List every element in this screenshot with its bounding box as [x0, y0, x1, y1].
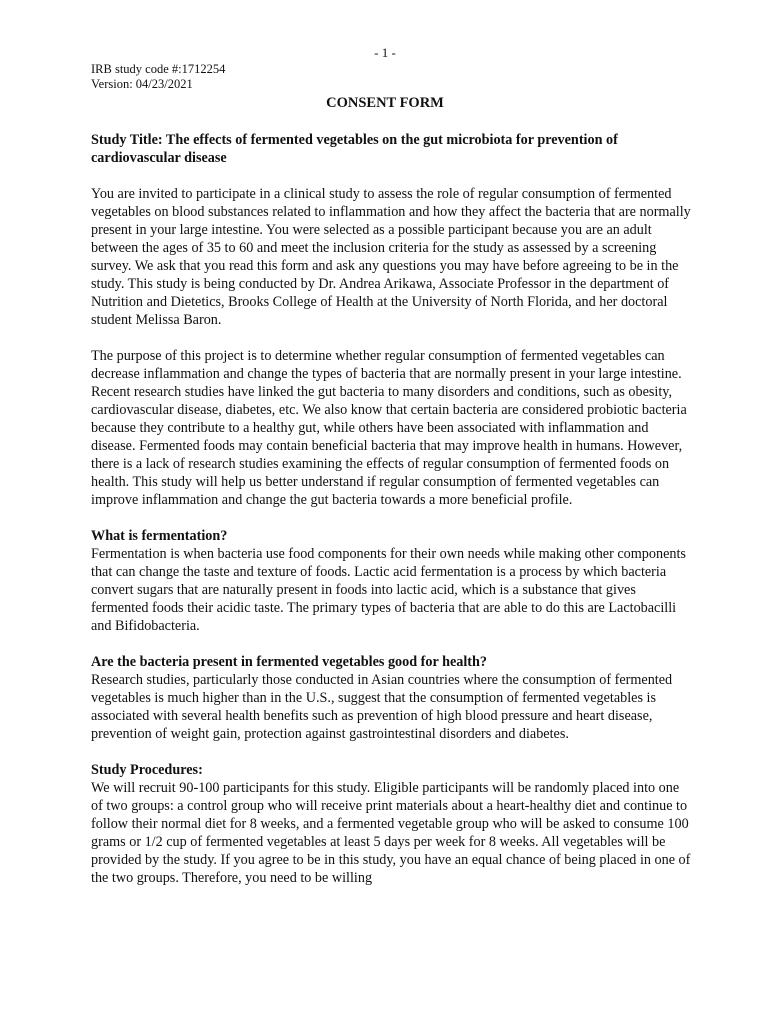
section-text: We will recruit 90-100 participants for this study. Eligible participants will be randomly placed into one of two groups: a control group who will receive print materials about a heart-healthy diet and continue to follow their normal diet for 8 weeks, and a fermented vegetable group who will be asked to consume 100 grams or 1/2 cup of fermented vegetables at least 5 days per week for 8 weeks. All vegetables will be provided by the study. If you agree to be in this study, you have an equal chance of being placed in one of the two groups. Therefore, you need to be willing: [91, 780, 691, 886]
irb-study-code: IRB study code #:1712254: [91, 62, 226, 76]
document-header: [91, 62, 225, 92]
page-number: - 1 -: [374, 45, 396, 60]
study-title: Study Title: The effects of fermented vegetables on the gut microbiota for prevention of cardiovascular disease: [91, 132, 618, 166]
section-text: Fermentation is when bacteria use food components for their own needs while making other components that can change the taste and texture of foods. Lactic acid fermentation is a process by which bacteria convert sugars that are naturally present in foods into lactic acid, which is a substance that gives fermented foods their acidic taste. The primary types of bacteria that are able to do this are Lactobacilli and Bifidobacteria.: [91, 546, 686, 634]
section-health-benefits: [91, 653, 691, 743]
intro-paragraph: You are invited to participate in a clinical study to assess the role of regular consumption of fermented vegetables on blood substances related to inflammation and how they affect the bacteria that are normally present in your large intestine. You were selected as a possible participant because you are an adult between the ages of 35 to 60 and meet the inclusion criteria for the study as assessed by a screening survey. We ask that you read this form and ask any questions you may have before agreeing to be in the study. This study is being conducted by Dr. Andrea Arikawa, Associate Professor in the department of Nutrition and Dietetics, Brooks College of Health at the University of North Florida, and her doctoral student Melissa Baron.: [91, 186, 691, 328]
form-title: CONSENT FORM: [326, 95, 444, 111]
section-heading: Study Procedures:: [91, 762, 203, 778]
section-text: Research studies, particularly those conducted in Asian countries where the consumption of fermented vegetables is much higher than in the U.S., suggest that the consumption of fermented vegetables is associated with several health benefits such as prevention of high blood pressure and heart disease, prevention of weight gain, protection against gastrointestinal disorders and diabetes.: [91, 672, 673, 742]
purpose-paragraph: The purpose of this project is to determine whether regular consumption of fermented vegetables can decrease inflammation and change the types of bacteria that are normally present in your large intestine. Recent research studies have linked the gut bacteria to many disorders and conditions, such as obesity, cardiovascular disease, diabetes, etc. We also know that certain bacteria are considered probiotic bacteria because they contribute to a healthy gut, while others have been associated with inflammation and disease. Fermented foods may contain beneficial bacteria that may improve health in humans. However, there is a lack of research studies examining the effects of regular consumption of fermented foods on health. This study will help us better understand if regular consumption of fermented vegetables can improve inflammation and change the gut bacteria towards a more beneficial profile.: [91, 348, 687, 508]
section-heading: What is fermentation?: [91, 528, 228, 544]
version-date: Version: 04/23/2021: [91, 77, 193, 91]
section-heading: Are the bacteria present in fermented vegetables good for health?: [91, 654, 487, 670]
section-study-procedures: [91, 761, 691, 887]
section-fermentation: [91, 527, 691, 635]
document-body: [91, 131, 691, 887]
